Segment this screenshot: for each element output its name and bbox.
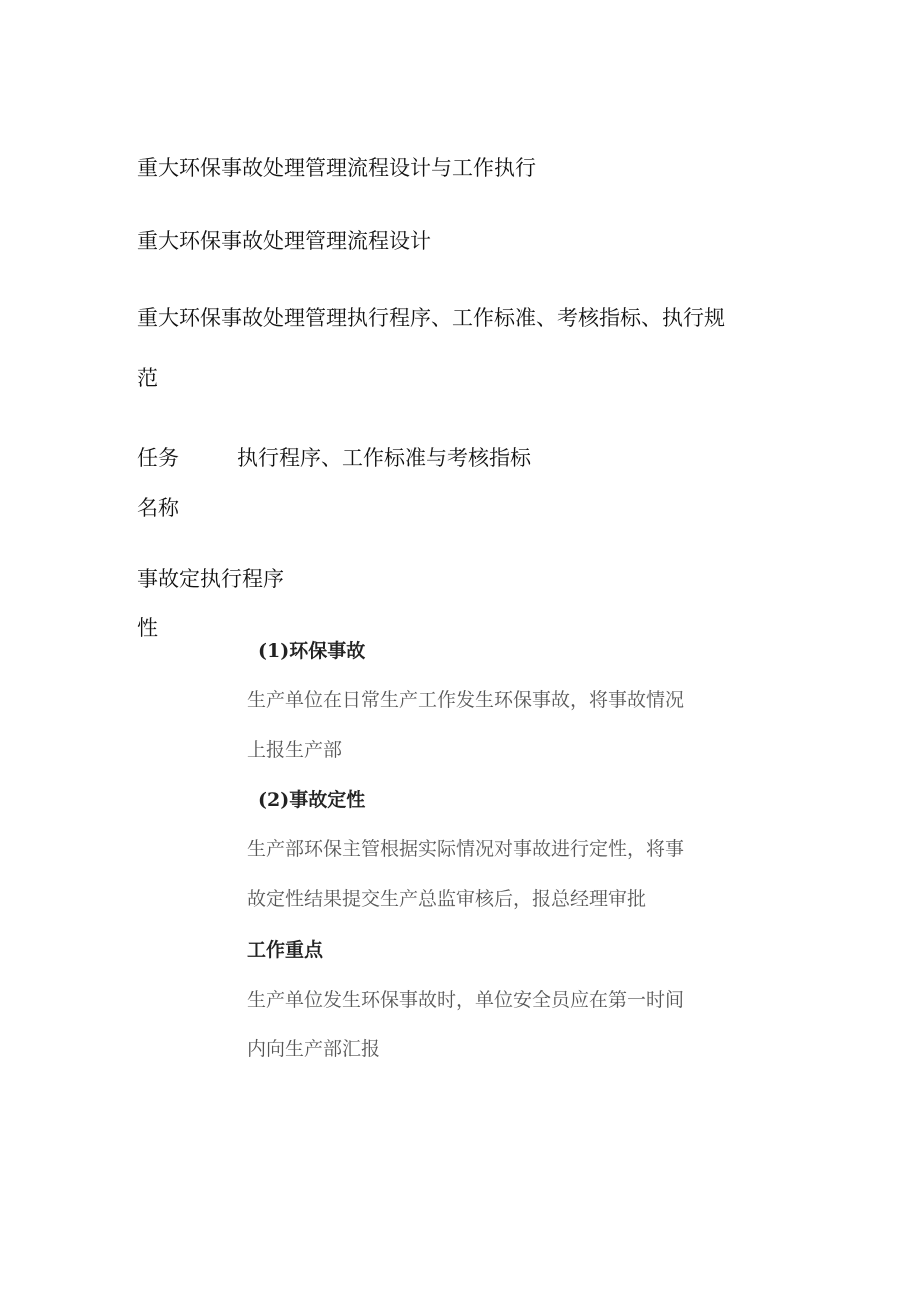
section-body-line: 生产单位发生环保事故时，单位安全员应在第一时间 [247,989,685,1011]
section-heading: (2)事故定性 [258,789,366,811]
section-body-line: 内向生产部汇报 [247,1038,381,1060]
row-label-cont: 性 [137,616,158,640]
section-body-line: 生产单位在日常生产工作发生环保事故，将事故情况 [247,689,685,711]
task-name-label: 任务 [137,446,179,470]
row-label: 事故定 [137,567,200,591]
column-header-procedure: 执行程序 [200,567,284,591]
section-body-line: 生产部环保主管根据实际情况对事故进行定性，将事 [247,838,685,860]
section-title-execution-cont: 范 [137,366,158,390]
document-title: 重大环保事故处理管理流程设计与工作执行 [137,156,536,180]
section-body-line: 上报生产部 [247,739,343,761]
task-name-value: 执行程序、工作标准与考核指标 [237,446,531,470]
section-title-execution: 重大环保事故处理管理执行程序、工作标准、考核指标、执行规 [137,306,725,330]
section-heading: 工作重点 [247,939,324,961]
task-name-label-cont: 名称 [137,496,179,520]
section-heading: (1)环保事故 [258,640,366,662]
section-title-design: 重大环保事故处理管理流程设计 [137,229,431,253]
section-body-line: 故定性结果提交生产总监审核后，报总经理审批 [247,888,647,910]
